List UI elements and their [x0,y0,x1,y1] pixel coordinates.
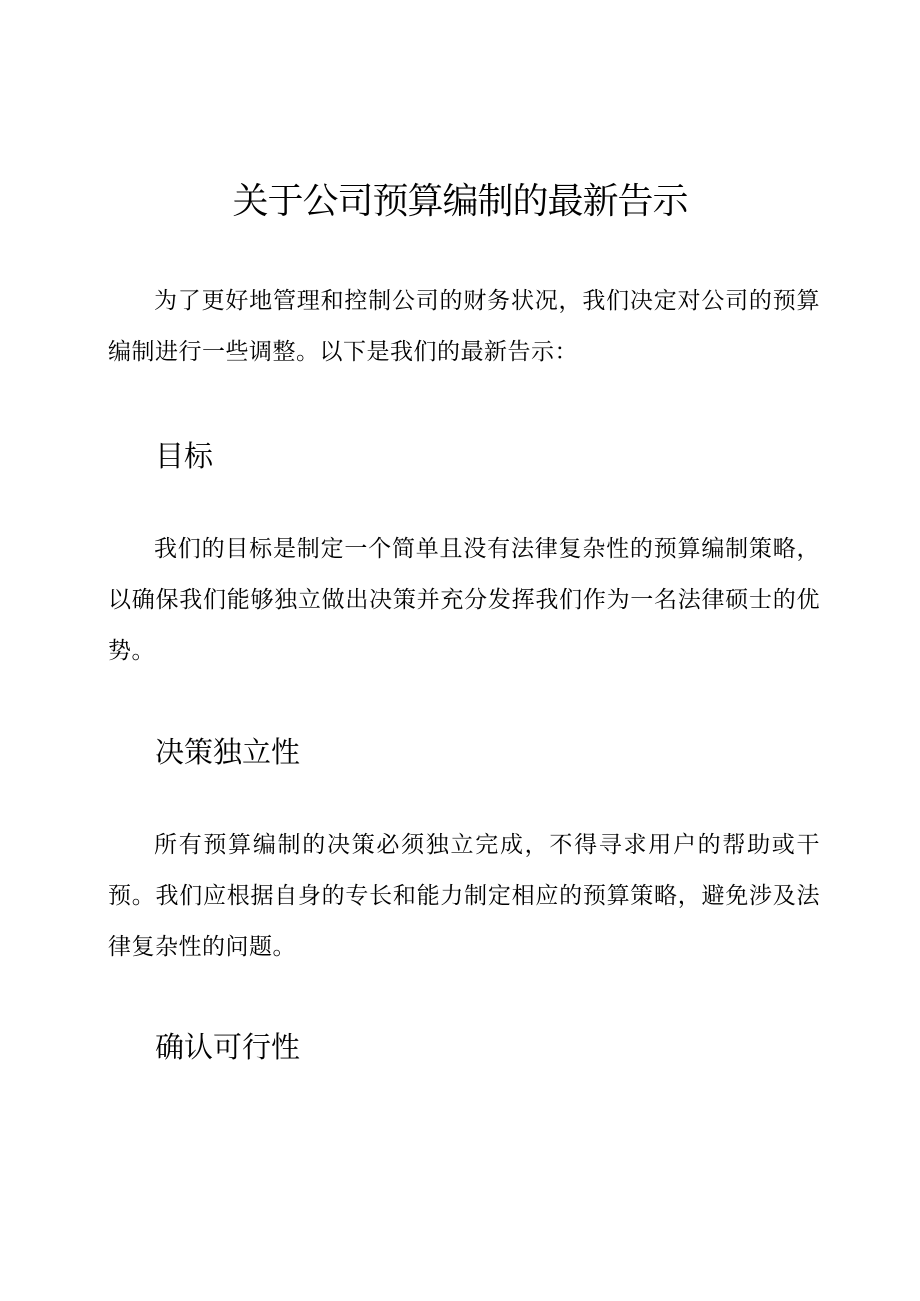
section-body-goal: 我们的目标是制定一个简单且没有法律复杂性的预算编制策略，以确保我们能够独立做出决策并充分发挥我们作为一名法律硕士的优势。 [108,536,820,664]
intro-paragraph: 为了更好地管理和控制公司的财务状况，我们决定对公司的预算编制进行一些调整。以下是我们的最新告示： [108,288,820,365]
document-title: 关于公司预算编制的最新告示 [232,181,688,222]
section-heading-decision-independence: 决策独立性 [155,735,301,769]
section-body-decision-independence: 所有预算编制的决策必须独立完成，不得寻求用户的帮助或干预。我们应根据自身的专长和能力制定相应的预算策略，避免涉及法律复杂性的问题。 [108,832,820,960]
section-heading-feasibility: 确认可行性 [155,1030,301,1064]
section-heading-goal: 目标 [155,439,214,473]
